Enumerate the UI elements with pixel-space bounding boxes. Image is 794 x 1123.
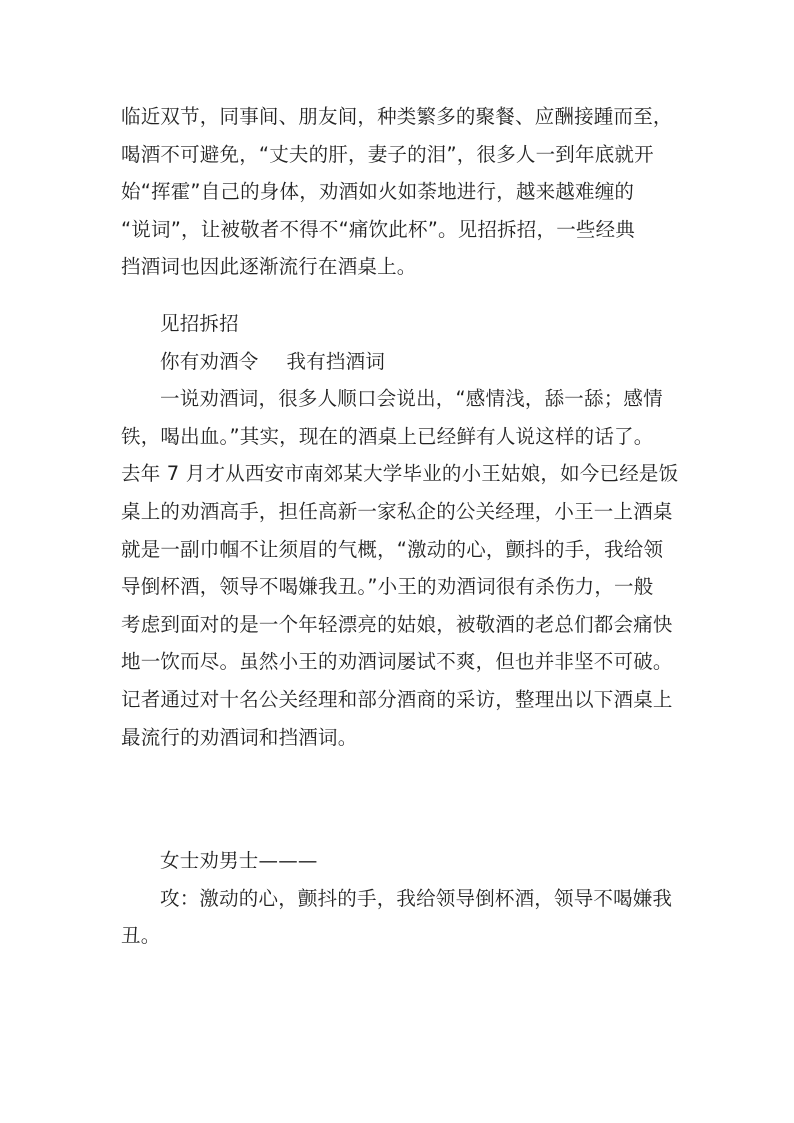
- text-line: 临近双节，同事间、朋友间，种类繁多的聚餐、应酬接踵而至，: [121, 105, 673, 128]
- text-line: “说词”，让被敬者不得不“痛饮此杯”。见招拆招，一些经典: [121, 217, 636, 241]
- text-line: 挡酒词也因此逐渐流行在酒桌上。: [121, 255, 417, 279]
- intro-paragraph: [121, 98, 677, 286]
- text-line: 去年 7 月才从西安市南郊某大学毕业的小王姑娘，如今已经是饭: [121, 462, 679, 486]
- text-line: 喝酒不可避免，“丈夫的肝，妻子的泪”，很多人一到年底就开: [121, 142, 654, 166]
- subheading-part: 你有劝酒令: [160, 349, 259, 373]
- text-line: 丑。: [121, 924, 161, 948]
- text-line: 攻：激动的心，颤抖的手，我给领导倒杯酒，领导不喝嫌我: [160, 886, 673, 910]
- body-section: [121, 305, 677, 756]
- section-heading: 女士劝男士———: [160, 849, 318, 872]
- text-line: 桌上的劝酒高手，担任高新一家私企的公关经理，小王一上酒桌: [121, 499, 673, 523]
- text-line: 铁，喝出血。”其实，现在的酒桌上已经鲜有人说这样的话了。: [121, 424, 654, 448]
- subheading-part: 我有挡酒词: [286, 349, 386, 373]
- text-line: 就是一副巾帼不让须眉的气概，“激动的心，颤抖的手，我给领: [121, 537, 664, 561]
- text-line: 考虑到面对的是一个年轻漂亮的姑娘，被敬酒的老总们都会痛快: [121, 612, 673, 636]
- text-line: 最流行的劝酒词和挡酒词。: [121, 725, 358, 749]
- section-subheading: [121, 343, 677, 381]
- text-line: 地一饮而尽。虽然小王的劝酒词屡试不爽，但也并非坚不可破。: [121, 650, 673, 674]
- text-line: 记者通过对十名公关经理和部分酒商的采访，整理出以下酒桌上: [121, 687, 673, 711]
- quote-section: [121, 842, 677, 955]
- text-line: 始“挥霍”自己的身体，劝酒如火如荼地进行，越来越难缠的: [121, 180, 635, 204]
- text-line: 一说劝酒词，很多人顺口会说出，“感情浅，舔一舔；感情: [160, 387, 663, 411]
- text-line: 导倒杯酒，领导不喝嫌我丑。”小王的劝酒词很有杀伤力，一般: [121, 575, 654, 599]
- section-heading: 见招拆招: [160, 312, 239, 335]
